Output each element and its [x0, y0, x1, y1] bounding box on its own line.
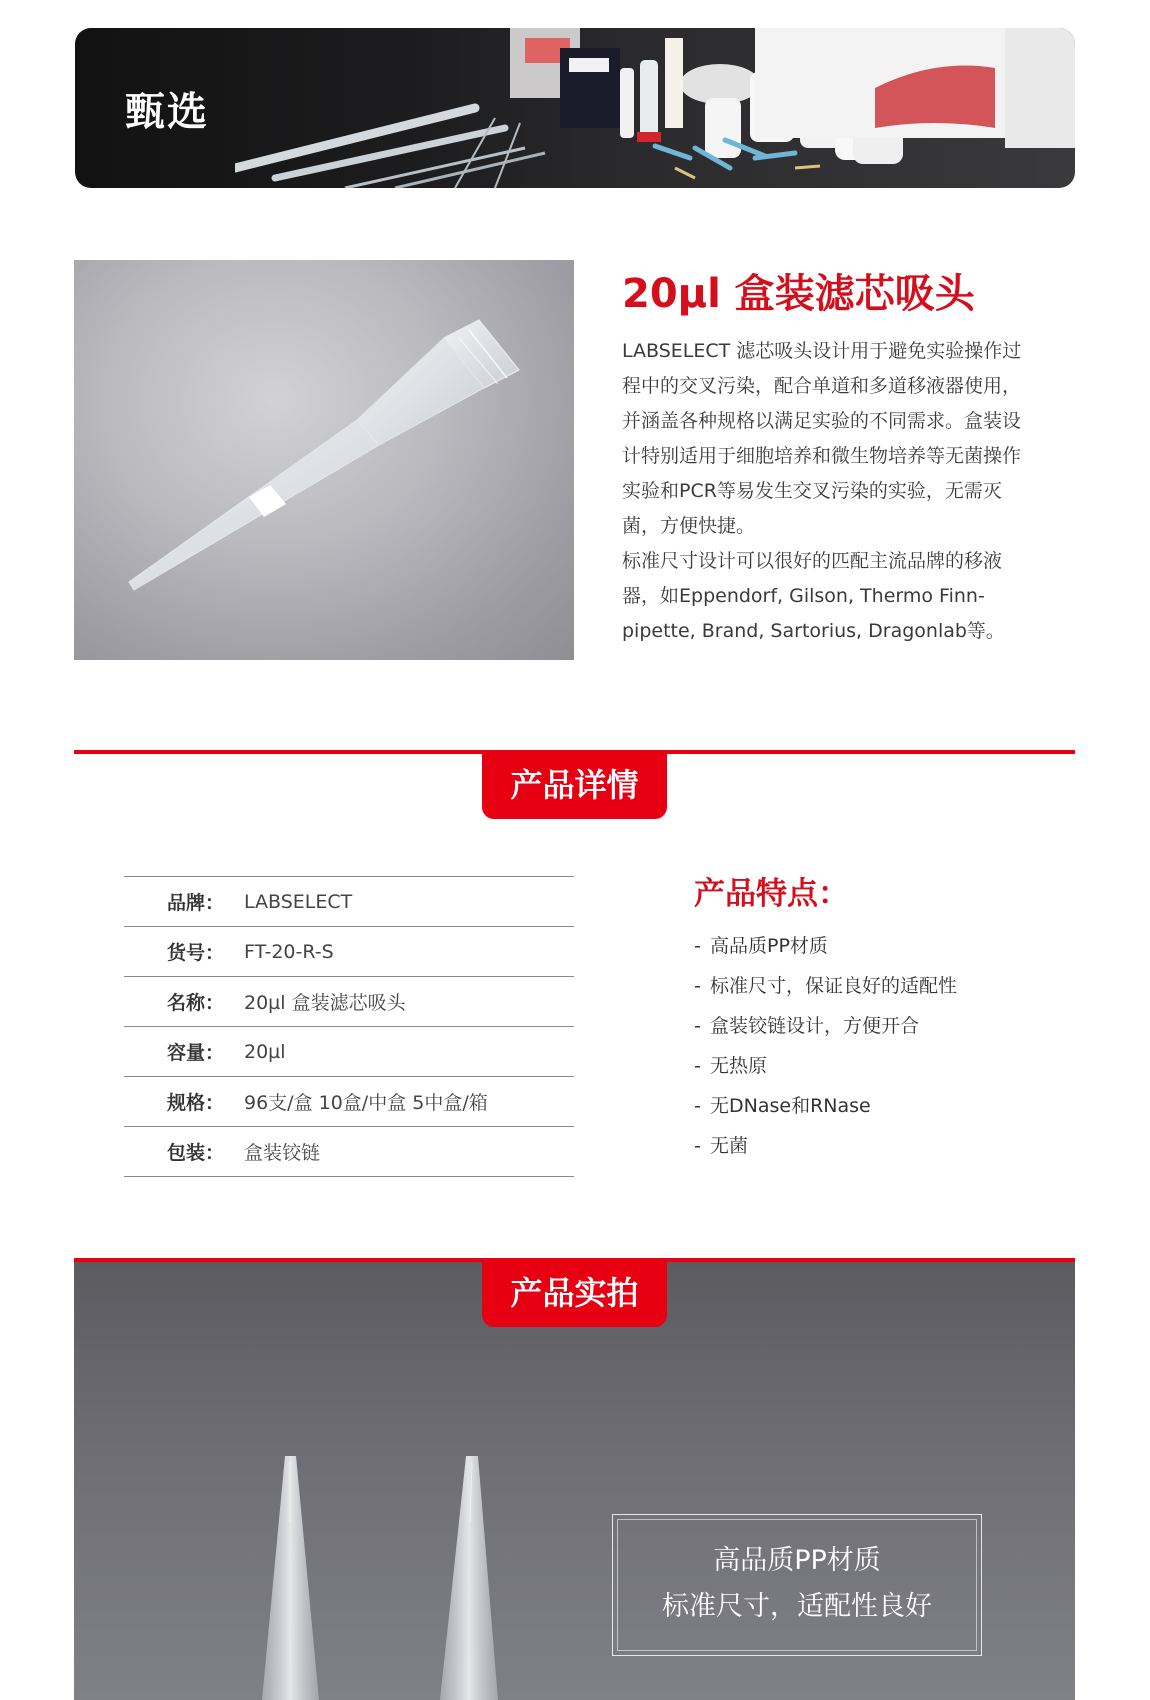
- spec-value: 20µl 盒装滤芯吸头: [244, 992, 406, 1014]
- product-description: [622, 334, 1032, 649]
- table-row: [124, 1027, 574, 1077]
- table-row: [124, 1077, 574, 1127]
- spec-label: 规格：: [166, 1092, 224, 1114]
- hero-banner: [75, 28, 1075, 188]
- photo-caption: [612, 1514, 982, 1656]
- list-item: [694, 1006, 957, 1046]
- features-title: 产品特点：: [694, 876, 849, 912]
- bullet-dash: -: [694, 975, 701, 997]
- caption-line: 高品质PP材质: [713, 1545, 881, 1576]
- spec-table: [124, 876, 574, 1177]
- pipette-tip-illustration: [129, 320, 519, 590]
- feature-text: 无热原: [710, 1055, 768, 1077]
- bullet-dash: -: [694, 1135, 701, 1157]
- table-row: [124, 977, 574, 1027]
- feature-text: 盒装铰链设计，方便开合: [710, 1015, 920, 1037]
- list-item: [694, 966, 957, 1006]
- section-heading-details: 产品详情: [482, 753, 667, 819]
- bullet-dash: -: [694, 1015, 701, 1037]
- table-row: [124, 877, 574, 927]
- feature-text: 标准尺寸，保证良好的适配性: [710, 975, 958, 997]
- features-list: [694, 926, 957, 1166]
- feature-text: 无菌: [710, 1135, 749, 1157]
- list-item: [694, 1126, 957, 1166]
- spec-value: FT-20-R-S: [244, 940, 334, 963]
- product-photo: [74, 260, 574, 660]
- description-paragraph: 标准尺寸设计可以很好的匹配主流品牌的移液器，如Eppendorf, Gilson, Thermo Finn-pipette, Brand, Sartorius, Dragonlab等。: [622, 550, 1005, 642]
- product-title: 20µl 盒装滤芯吸头: [622, 271, 975, 317]
- spec-label: 货号：: [166, 942, 224, 964]
- spec-label: 名称：: [166, 992, 224, 1014]
- feature-text: 高品质PP材质: [710, 935, 828, 957]
- list-item: [694, 1046, 957, 1086]
- bullet-dash: -: [694, 935, 701, 957]
- feature-text: 无DNase和RNase: [710, 1095, 871, 1117]
- spec-value: 盒装铰链: [244, 1142, 321, 1164]
- spec-value: 96支/盒 10盒/中盒 5中盒/箱: [244, 1092, 488, 1114]
- spec-label: 品牌：: [166, 892, 224, 914]
- description-paragraph: LABSELECT 滤芯吸头设计用于避免实验操作过程中的交叉污染，配合单道和多道移液器使用，并涵盖各种规格以满足实验的不同需求。盒装设计特别适用于细胞培养和微生物培养等无菌操作实验和PCR等易发生交叉污染的实验，无需灭菌，方便快捷。: [622, 340, 1022, 537]
- caption-line: 标准尺寸，适配性良好: [662, 1591, 932, 1622]
- brand-logo-text: 甄选: [125, 89, 209, 135]
- banner-product-photo: [235, 28, 1075, 188]
- spec-value: 20µl: [244, 1040, 286, 1063]
- list-item: [694, 1086, 957, 1126]
- bullet-dash: -: [694, 1055, 701, 1077]
- table-row: [124, 1127, 574, 1177]
- spec-label: 容量：: [166, 1042, 224, 1064]
- spec-value: LABSELECT: [244, 890, 353, 913]
- list-item: [694, 926, 957, 966]
- spec-label: 包装：: [166, 1142, 224, 1164]
- table-row: [124, 927, 574, 977]
- bullet-dash: -: [694, 1095, 701, 1117]
- section-heading-photos: 产品实拍: [482, 1261, 667, 1327]
